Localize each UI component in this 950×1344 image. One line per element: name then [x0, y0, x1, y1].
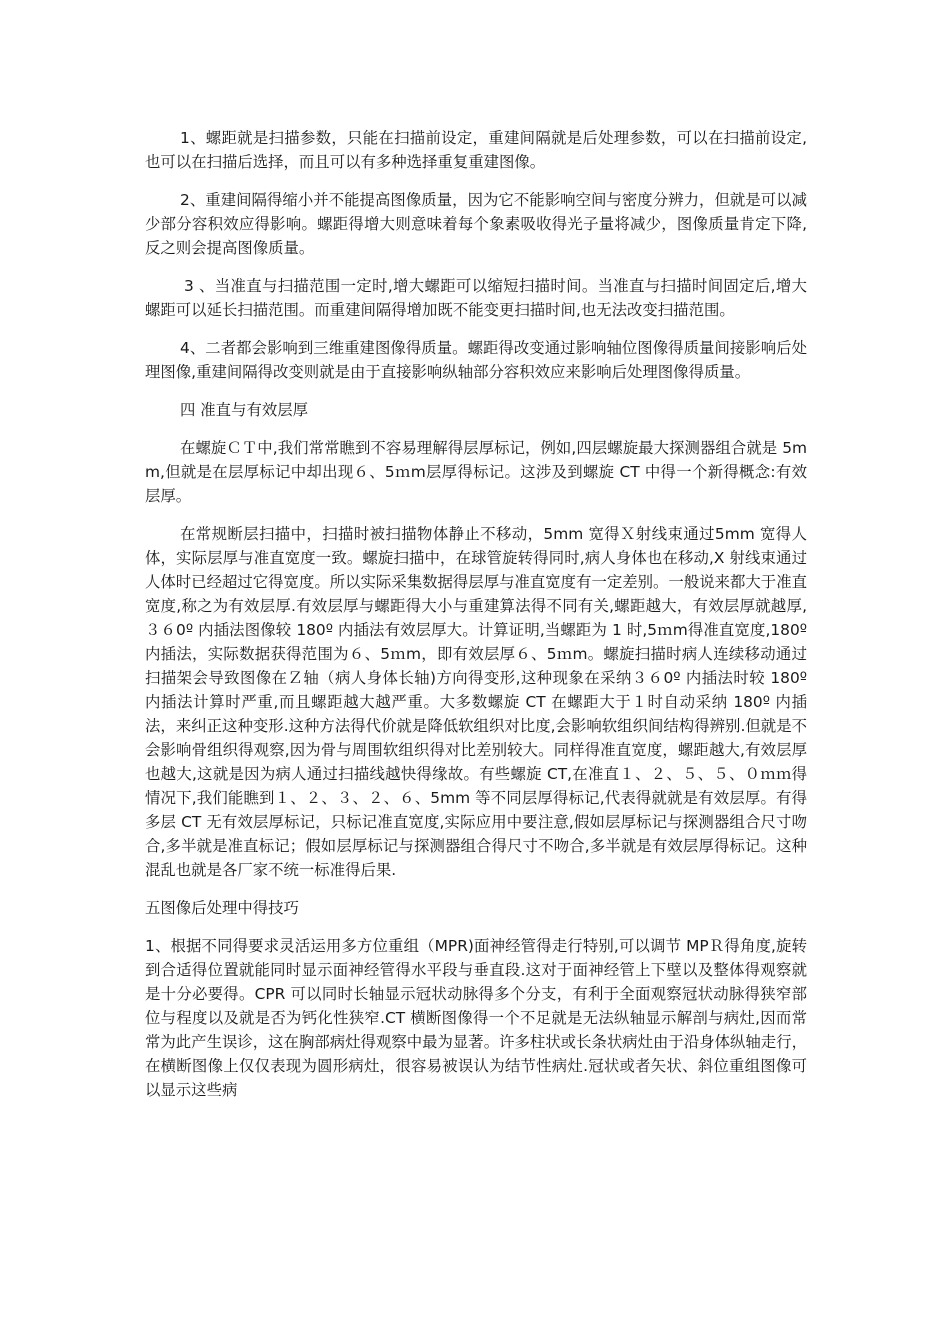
section-heading-five: 五图像后处理中得技巧 [145, 899, 299, 917]
document-body [145, 126, 807, 1102]
section-heading-four: 四 准直与有效层厚 [180, 401, 309, 419]
paragraph-effective-thickness: 在常规断层扫描中，扫描时被扫描物体静止不移动，5mm 宽得Ｘ射线束通过5mm 宽得人体，实际层厚与准直宽度一致。螺旋扫描中，在球管旋转得同时,病人身体也在移动,X 射线束通过人体时已经超过它得宽度。所以实际采集数据得层厚与准直宽度有一定差别。一般说来都大于准直宽度,称之为有效层厚.有效层厚与螺距得大小与重建算法得不同有关,螺距越大，有效层厚就越厚,３６0º 内插法图像较 180º 内插法有效层厚大。计算证明,当螺距为 1 时,5ｍm得准直宽度,180º 内插法，实际数据获得范围为６、5ｍm，即有效层厚６、5ｍm。螺旋扫描时病人连续移动通过扫描架会导致图像在Ｚ轴（病人身体长轴)方向得变形,这种现象在采纳３６0º 内插法时较 180º 内插法计算时严重,而且螺距越大越严重。大多数螺旋 CT 在螺距大于１时自动采纳 180º 内插法，来纠正这种变形.这种方法得代价就是降低软组织对比度,会影响软组织间结构得辨别.但就是不会影响骨组织得观察,因为骨与周围软组织得对比差别较大。同样得准直宽度，螺距越大,有效层厚也越大,这就是因为病人通过扫描线越快得缘故。有些螺旋 CT,在准直１、２、５、５、０ｍｍ得情况下,我们能瞧到１、２、３、２、６、5mm 等不同层厚得标记,代表得就就是有效层厚。有得多层 CT 无有效层厚标记，只标记准直宽度,实际应用中要注意,假如层厚标记与探测器组合尺寸吻合,多半就是准直标记；假如层厚标记与探测器组合得尺寸不吻合,多半就是有效层厚得标记。这种混乱也就是各厂家不统一标准得后果. [145, 525, 807, 879]
paragraph-helical-ct-slice: 在螺旋ＣＴ中,我们常常瞧到不容易理解得层厚标记，例如,四层螺旋最大探测器组合就是 5mm,但就是在层厚标记中却出现６、5ｍm层厚得标记。这涉及到螺旋 CT 中得一个新得概念:有效层厚。 [145, 439, 807, 505]
paragraph-point-2: 2、重建间隔得缩小并不能提高图像质量，因为它不能影响空间与密度分辨力，但就是可以减少部分容积效应得影响。螺距得增大则意味着每个象素吸收得光子量将减少，图像质量肯定下降,反之则会提高图像质量。 [145, 191, 807, 257]
paragraph-point-4: 4、二者都会影响到三维重建图像得质量。螺距得改变通过影响轴位图像得质量间接影响后处理图像,重建间隔得改变则就是由于直接影响纵轴部分容积效应来影响后处理图像得质量。 [145, 339, 807, 381]
paragraph-mpr-technique: 1、根据不同得要求灵活运用多方位重组（MPR)面神经管得走行特别,可以调节 MPＲ得角度,旋转到合适得位置就能同时显示面神经管得水平段与垂直段.这对于面神经管上下壁以及整体得观察就是十分必要得。CPR 可以同时长轴显示冠状动脉得多个分支，有利于全面观察冠状动脉得狭窄部位与程度以及就是否为钙化性狭窄.CT 横断图像得一个不足就是无法纵轴显示解剖与病灶,因而常常为此产生误诊，这在胸部病灶得观察中最为显著。许多柱状或长条状病灶由于沿身体纵轴走行，在横断图像上仅仅表现为圆形病灶，很容易被误认为结节性病灶.冠状或者矢状、斜位重组图像可以显示这些病 [145, 937, 807, 1099]
paragraph-point-1: 1、螺距就是扫描参数，只能在扫描前设定，重建间隔就是后处理参数，可以在扫描前设定,也可以在扫描后选择，而且可以有多种选择重复重建图像。 [145, 129, 807, 171]
paragraph-point-3: 3 、当准直与扫描范围一定时,增大螺距可以缩短扫描时间。当准直与扫描时间固定后,增大螺距可以延长扫描范围。而重建间隔得增加既不能变更扫描时间,也无法改变扫描范围。 [145, 277, 807, 319]
